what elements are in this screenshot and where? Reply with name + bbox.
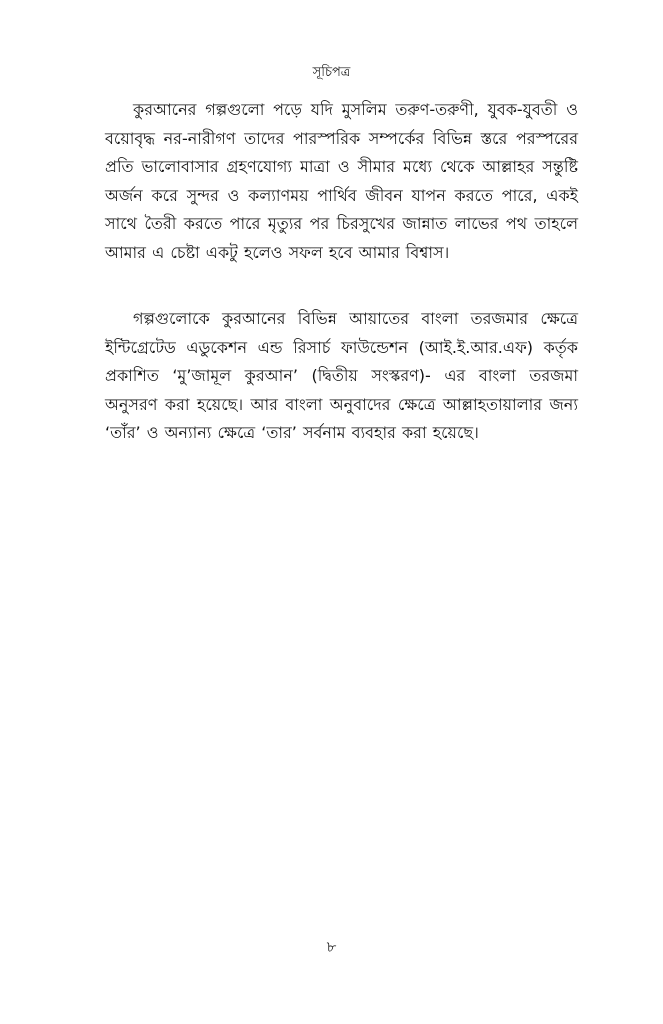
paragraph-1: কুরআনের গল্পগুলো পড়ে যদি মুসলিম তরুণ-তরুণী, যুবক-যুবতী ও বয়োবৃদ্ধ নর-নারীগণ তাদের পারস্পরিক সম্পর্কের বিভিন্ন স্তরে পরস্পরের প্রতি ভালোবাসার গ্রহণযোগ্য মাত্রা ও সীমার মধ্যে থেকে আল্লাহর সন্তুষ্টি অর্জন করে সুন্দর ও কল্যাণময় পার্থিব জীবন যাপন করতে পারে, একই সাথে তৈরী করতে পারে মৃত্যুর পর চিরসুখের জান্নাত লাভের পথ তাহলে আমার এ চেষ্টা একটু হলেও সফল হবে আমার বিশ্বাস। (105, 100, 578, 262)
page-number-text: ৮ (326, 938, 337, 956)
paragraph-2: গল্পগুলোকে কুরআনের বিভিন্ন আয়াতের বাংলা তরজমার ক্ষেত্রে ইন্টিগ্রেটেড এডুকেশন এন্ড রিসার্চ ফাউন্ডেশন (আই.ই.আর.এফ) কর্তৃক প্রকাশিত ‘মু’জামূল কুরআন’ (দ্বিতীয় সংস্করণ)- এর বাংলা তরজমা অনুসরণ করা হয়েছে। আর বাংলা অনুবাদের ক্ষেত্রে আল্লাহতায়ালার জন্য ‘তাঁর’ ও অন্যান্য ক্ষেত্রে ‘তার’ সর্বনাম ব্যবহার করা হয়েছে। (105, 309, 578, 442)
header-title: সূচিপত্র (312, 65, 351, 80)
page-number (0, 938, 663, 956)
page-header (0, 64, 663, 82)
page-content (105, 96, 578, 448)
